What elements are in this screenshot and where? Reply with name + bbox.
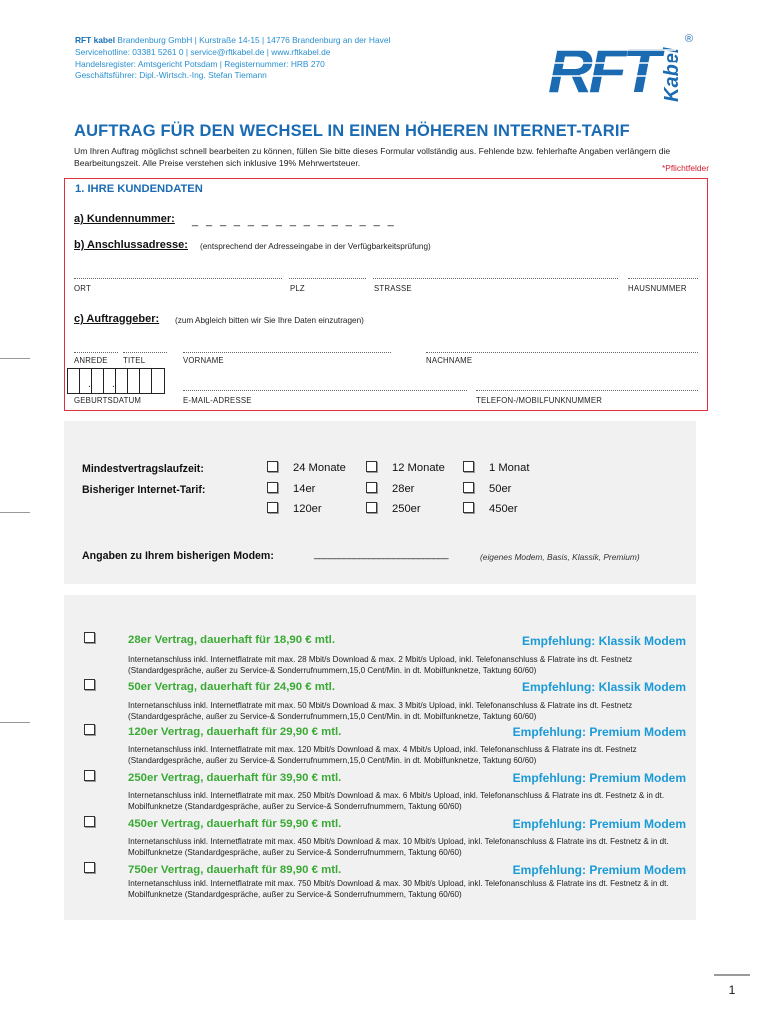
tariff-title: 28er Vertrag, dauerhaft für 18,90 € mtl. — [128, 634, 336, 646]
modem-hint: (eigenes Modem, Basis, Klassik, Premium) — [480, 552, 640, 562]
customer-number-field[interactable]: _ _ _ _ _ _ _ _ _ _ _ _ _ _ _ — [192, 215, 397, 227]
email-label: E-MAIL-ADRESSE — [183, 396, 252, 405]
customer-number-label: a) Kundennummer: — [74, 213, 175, 225]
tariff-120-label: 120er — [293, 503, 322, 515]
tariff-description: Internetanschluss inkl. Internetflatrate mit max. 450 Mbit/s Download & max. 10 Mbit/s Upload, inkl. Telefonanschluss & Flatrate ins dt. Festnetz & in dt. Mobilfunknetze (Standardgespräche, außer zu Service-& Sonderrufnummern, Taktung 60/60) — [128, 837, 669, 858]
tariff-250-label: 250er — [392, 503, 421, 515]
tariff-recommendation: Empfehlung: Klassik Modem — [521, 634, 686, 648]
city-field[interactable] — [74, 278, 282, 279]
tariff-28-label: 28er — [392, 483, 415, 495]
logo-side-text: Kabel — [661, 47, 683, 102]
tariff-title: 250er Vertrag, dauerhaft für 39,90 € mtl. — [128, 772, 342, 784]
page-number: 1 — [728, 983, 736, 997]
last-name-field[interactable] — [426, 352, 698, 353]
new-tariff-450-checkbox[interactable] — [84, 816, 95, 827]
salutation-field[interactable] — [74, 352, 118, 353]
company-register: Handelsregister: Amtsgericht Potsdam | Registernummer: HRB 270 — [75, 58, 325, 69]
fold-mark — [0, 358, 30, 359]
first-name-label: VORNAME — [183, 356, 224, 365]
house-number-field[interactable] — [628, 278, 698, 279]
address-hint: (entsprechend der Adresseingabe in der Verfügbarkeitsprüfung) — [200, 242, 431, 251]
logo-main-text: RFT — [548, 37, 657, 105]
term-12-label: 12 Monate — [392, 462, 445, 474]
first-name-field[interactable] — [183, 352, 391, 353]
city-label: ORT — [74, 284, 91, 293]
term-24-checkbox[interactable] — [267, 461, 278, 472]
tariff-recommendation: Empfehlung: Premium Modem — [512, 863, 686, 877]
tariff-title: 120er Vertrag, dauerhaft für 29,90 € mtl. — [128, 726, 342, 738]
academic-title-label: TITEL — [123, 356, 146, 365]
fold-mark — [0, 722, 30, 723]
min-term-label: Mindestvertragslaufzeit: — [82, 463, 204, 475]
zip-field[interactable] — [289, 278, 366, 279]
orderer-hint: (zum Abgleich bitten wir Sie Ihre Daten einzutragen) — [175, 316, 364, 325]
tariff-recommendation: Empfehlung: Premium Modem — [512, 817, 686, 831]
tariff-description: Internetanschluss inkl. Internetflatrate mit max. 50 Mbit/s Download & max. 3 Mbit/s Upload, inkl. Telefonanschluss & Flatrate ins dt. Festnetz (Standardgespräche, außer zu Service-& Sonderrufnummern,15,0 Cent/Min. in dt. Mobilfunknetze, Taktung 60/60) — [128, 701, 633, 722]
new-tariff-28-checkbox[interactable] — [84, 632, 95, 643]
term-24-label: 24 Monate — [293, 462, 346, 474]
street-field[interactable] — [373, 278, 618, 279]
tariff-14-label: 14er — [293, 483, 316, 495]
phone-label: TELEFON-/MOBILFUNKNUMMER — [476, 396, 603, 405]
tariff-description: Internetanschluss inkl. Internetflatrate mit max. 750 Mbit/s Download & max. 30 Mbit/s Upload, inkl. Telefonanschluss & Flatrate ins dt. Festnetz & in dt. Mobilfunknetze (Standardgespräche, außer zu Service-& Sonderrufnummern, Taktung 60/60) — [128, 879, 669, 900]
tariff-title: 50er Vertrag, dauerhaft für 24,90 € mtl. — [128, 681, 336, 693]
tariff-recommendation: Empfehlung: Premium Modem — [512, 771, 686, 785]
term-1-label: 1 Monat — [489, 462, 530, 474]
tariff-250-checkbox[interactable] — [366, 502, 377, 513]
tariff-120-checkbox[interactable] — [267, 502, 278, 513]
salutation-label: ANREDE — [74, 356, 108, 365]
house-number-label: HAUSNUMMER — [628, 284, 687, 293]
modem-label: Angaben zu Ihrem bisherigen Modem: — [82, 550, 274, 562]
logo-registered: ® — [685, 33, 694, 45]
date-separator: . — [88, 379, 91, 390]
new-tariff-120-checkbox[interactable] — [84, 724, 95, 735]
modem-input[interactable]: ___________________________ — [314, 549, 448, 560]
tariff-450-label: 450er — [489, 503, 518, 515]
required-fields-note: *Pflichtfelder — [661, 163, 709, 173]
term-12-checkbox[interactable] — [366, 461, 377, 472]
phone-field[interactable] — [476, 390, 698, 391]
email-field[interactable] — [183, 390, 467, 391]
new-tariff-50-checkbox[interactable] — [84, 679, 95, 690]
academic-title-field[interactable] — [123, 352, 167, 353]
new-tariff-250-checkbox[interactable] — [84, 770, 95, 781]
company-header — [75, 35, 390, 82]
page-title: AUFTRAG FÜR DEN WECHSEL IN EINEN HÖHEREN INTERNET-TARIF — [74, 122, 630, 140]
address-label: b) Anschlussadresse: — [74, 239, 188, 251]
street-label: STRASSE — [374, 284, 412, 293]
intro-text: Um Ihren Auftrag möglichst schnell bearbeiten zu können, füllen Sie bitte dieses Formular vollständig aus. Fehlende bzw. fehlerhafte Angaben verlängern die Bearbeitungszeit. Alle Preise verstehen sich inklusive 19% Mehrwertsteuer. — [74, 146, 671, 169]
tariff-recommendation: Empfehlung: Klassik Modem — [521, 680, 686, 694]
page-number-box — [714, 974, 750, 1006]
birthdate-label: GEBURTSDATUM — [74, 396, 142, 405]
current-tariff-label: Bisheriger Internet-Tarif: — [82, 484, 206, 496]
tariff-title: 750er Vertrag, dauerhaft für 89,90 € mtl. — [128, 864, 342, 876]
zip-label: PLZ — [290, 284, 305, 293]
tariff-14-checkbox[interactable] — [267, 482, 278, 493]
tariff-450-checkbox[interactable] — [463, 502, 474, 513]
orderer-label: c) Auftraggeber: — [74, 313, 160, 325]
tariff-50-checkbox[interactable] — [463, 482, 474, 493]
term-1-checkbox[interactable] — [463, 461, 474, 472]
date-separator: . — [112, 379, 115, 390]
birthdate-boxes[interactable] — [67, 368, 165, 394]
tariff-description: Internetanschluss inkl. Internetflatrate mit max. 250 Mbit/s Download & max. 6 Mbit/s Upload, inkl. Telefonanschluss & Flatrate ins dt. Festnetz & in dt. Mobilfunknetze (Standardgespräche, außer zu Service-& Sonderrufnummern, Taktung 60/60) — [128, 791, 665, 812]
company-name: RFT kabel — [75, 35, 116, 45]
section1-heading: 1. IHRE KUNDENDATEN — [75, 183, 203, 195]
company-address: Brandenburg GmbH | Kurstraße 14-15 | 14776 Brandenburg an der Havel — [117, 35, 391, 45]
tariff-description: Internetanschluss inkl. Internetflatrate mit max. 120 Mbit/s Download & max. 4 Mbit/s Upload, inkl. Telefonanschluss & Flatrate ins dt. Festnetz (Standardgespräche, außer zu Service-& Sonderrufnummern,15,0 Cent/Min. in dt. Mobilfunknetze, Taktung 60/60) — [128, 745, 637, 766]
tariff-recommendation: Empfehlung: Premium Modem — [512, 725, 686, 739]
tariff-28-checkbox[interactable] — [366, 482, 377, 493]
tariff-50-label: 50er — [489, 483, 512, 495]
company-contact: Servicehotline: 03381 5261 0 | service@rftkabel.de | www.rftkabel.de — [75, 46, 331, 57]
tariff-description: Internetanschluss inkl. Internetflatrate mit max. 28 Mbit/s Download & max. 2 Mbit/s Upload, inkl. Telefonanschluss & Flatrate ins dt. Festnetz (Standardgespräche, außer zu Service-& Sonderrufnummern,15,0 Cent/Min. in dt. Mobilfunknetze, Taktung 60/60) — [128, 655, 633, 676]
tariff-title: 450er Vertrag, dauerhaft für 59,90 € mtl. — [128, 818, 342, 830]
rft-kabel-logo — [546, 30, 698, 105]
punch-mark — [0, 512, 30, 513]
company-ceo: Geschäftsführer: Dipl.-Wirtsch.-Ing. Stefan Tiemann — [75, 70, 267, 81]
last-name-label: NACHNAME — [426, 356, 473, 365]
new-tariff-750-checkbox[interactable] — [84, 862, 95, 873]
